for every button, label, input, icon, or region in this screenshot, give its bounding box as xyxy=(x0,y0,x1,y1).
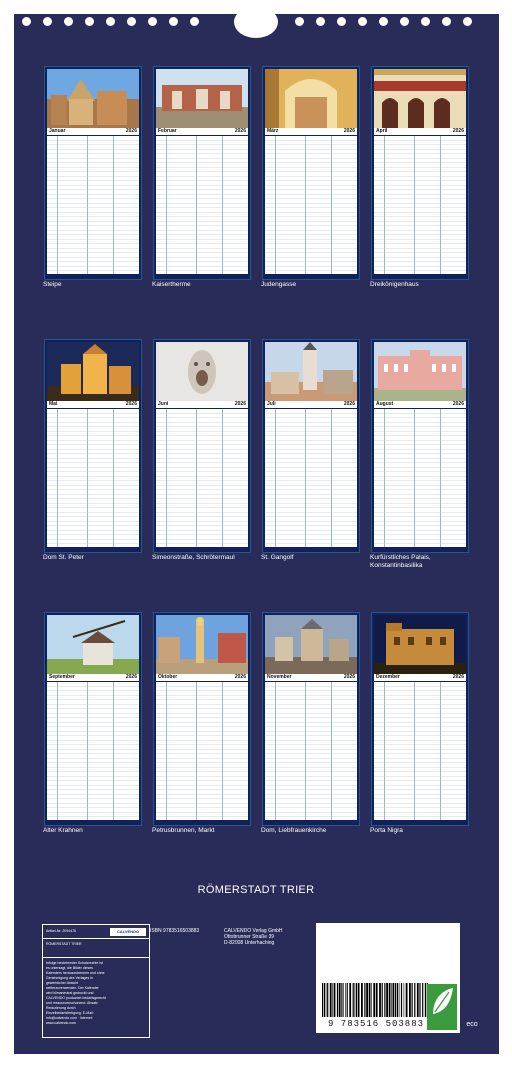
binding-hole xyxy=(22,17,31,26)
month-photo xyxy=(374,69,466,128)
planner-grid xyxy=(156,409,248,547)
planner-grid xyxy=(374,409,466,547)
barcode-bar xyxy=(382,983,383,1017)
binding-hole xyxy=(463,17,472,26)
barcode-bar xyxy=(391,983,392,1017)
barcode-bar xyxy=(361,983,363,1017)
barcode-bar xyxy=(417,983,419,1017)
barcode-bar xyxy=(339,983,341,1017)
photo-caption: Simeonstraße, Schrötermaul xyxy=(152,554,235,561)
month-year: 2026 xyxy=(234,401,246,407)
month-year: 2026 xyxy=(343,401,355,407)
month-photo xyxy=(265,342,357,401)
barcode-bar xyxy=(425,983,426,1017)
month-photo xyxy=(265,615,357,674)
planner-grid xyxy=(374,682,466,820)
publisher-street: Ottobrunner Straße 39 xyxy=(224,934,275,940)
month-header xyxy=(47,401,139,408)
binding-hole xyxy=(85,17,94,26)
month-name: Mai xyxy=(49,401,58,407)
binding-hole xyxy=(43,17,52,26)
binding-hole xyxy=(358,17,367,26)
binding-hole xyxy=(106,17,115,26)
barcode-bar xyxy=(366,983,368,1017)
barcode-number: 9 783516 503883 xyxy=(328,1019,425,1029)
planner-grid xyxy=(47,682,139,820)
month-panel-10 xyxy=(153,612,251,826)
barcode-bar xyxy=(384,983,385,1017)
binding-hole xyxy=(148,17,157,26)
month-photo xyxy=(374,342,466,401)
month-panel-7 xyxy=(262,339,360,553)
month-panel-8 xyxy=(371,339,469,553)
barcode-bar xyxy=(373,983,375,1017)
binding-hole xyxy=(64,17,73,26)
month-header xyxy=(156,401,248,408)
month-panel-11 xyxy=(262,612,360,826)
barcode-bar xyxy=(345,983,346,1017)
barcode-bar xyxy=(404,983,405,1017)
barcode-bar xyxy=(389,983,391,1017)
month-name: März xyxy=(267,128,279,134)
barcode-bar xyxy=(397,983,398,1017)
legal-notes: Infolge bestehender Schutzrechte ist es untersagt, die Bilder dieses Kalenders herauszutrennen und ohne Genehmigung des Verlages in gewerblicher Absicht weiterzuverwenden. Der Kalender wird klimaneutral gedruckt und CALVENDO produziert bedarfsgerecht und ressourcenschonend. Absatz Reduzierung durch Einzelbedarfsfertigung. E-Mail: info@calvendo.com · Internet: www.calvendo.com xyxy=(46,961,106,1025)
binding-hole xyxy=(337,17,346,26)
planner-grid xyxy=(47,409,139,547)
month-year: 2026 xyxy=(125,128,137,134)
month-panel-5 xyxy=(44,339,142,553)
photo-caption: Kaisertherme xyxy=(152,281,191,288)
article-number: Artikel-Nr. 2094476 xyxy=(46,929,76,933)
barcode-bar xyxy=(393,983,395,1017)
month-panel-1 xyxy=(44,66,142,280)
photo-caption: Dom St. Peter xyxy=(43,554,84,561)
barcode-bar xyxy=(412,983,413,1017)
barcode-bar xyxy=(364,983,365,1017)
month-panel-12 xyxy=(371,612,469,826)
binding-hole xyxy=(442,17,451,26)
info-box xyxy=(42,924,150,1038)
planner-grid xyxy=(265,136,357,274)
barcode-bar xyxy=(422,983,423,1017)
month-header xyxy=(265,401,357,408)
planner-grid xyxy=(374,136,466,274)
divider xyxy=(43,938,149,939)
hanger-cutout xyxy=(234,6,278,38)
month-year: 2026 xyxy=(452,674,464,680)
month-photo xyxy=(374,615,466,674)
month-header xyxy=(265,674,357,681)
planner-grid xyxy=(265,682,357,820)
month-name: Dezember xyxy=(376,674,400,680)
eco-badge xyxy=(427,984,478,1030)
month-name: April xyxy=(376,128,388,134)
barcode-bar xyxy=(358,983,360,1017)
month-header xyxy=(156,128,248,135)
barcode-bar xyxy=(395,983,396,1017)
month-name: Februar xyxy=(158,128,177,134)
photo-caption: Dom, Liebfrauenkirche xyxy=(261,827,327,834)
barcode-bar xyxy=(334,983,336,1017)
month-photo xyxy=(265,69,357,128)
barcode-bar xyxy=(369,983,371,1017)
isbn: ISBN 9783516503883 xyxy=(150,928,200,934)
month-name: Juli xyxy=(267,401,276,407)
month-header xyxy=(374,401,466,408)
barcode-bar xyxy=(324,983,325,1017)
photo-caption: Dreikönigenhaus xyxy=(370,281,419,288)
barcode-bar xyxy=(355,983,356,1017)
barcode-bar xyxy=(349,983,351,1017)
binding-hole xyxy=(295,17,304,26)
month-name: Oktober xyxy=(158,674,178,680)
binding-hole xyxy=(127,17,136,26)
month-year: 2026 xyxy=(234,128,246,134)
month-header xyxy=(47,674,139,681)
barcode-bar xyxy=(326,983,327,1017)
month-panel-4 xyxy=(371,66,469,280)
planner-grid xyxy=(156,682,248,820)
barcode-bar xyxy=(343,983,344,1017)
barcode-bar xyxy=(401,983,402,1017)
month-panel-2 xyxy=(153,66,251,280)
eco-label: eco xyxy=(466,1021,478,1028)
publisher-address xyxy=(224,928,283,946)
barcode-bar xyxy=(353,983,354,1017)
photo-caption: Alter Krahnen xyxy=(43,827,83,834)
month-header xyxy=(374,674,466,681)
barcode-bar xyxy=(330,983,332,1017)
month-photo xyxy=(47,69,139,128)
publisher-logo: CALVENDO xyxy=(110,928,146,936)
barcode-bar xyxy=(419,983,420,1017)
month-photo xyxy=(47,615,139,674)
month-header xyxy=(374,128,466,135)
barcode-bar xyxy=(379,983,381,1017)
month-year: 2026 xyxy=(452,128,464,134)
calendar-title: RÖMERSTADT TRIER xyxy=(197,884,315,896)
barcode-bar xyxy=(327,983,328,1017)
month-photo xyxy=(156,342,248,401)
publisher-city: D-82008 Unterhaching xyxy=(224,940,275,946)
month-year: 2026 xyxy=(343,128,355,134)
barcode-bar xyxy=(322,983,323,1017)
barcode-bar xyxy=(341,983,342,1017)
photo-caption: Porta Nigra xyxy=(370,827,403,834)
barcode-bar xyxy=(409,983,411,1017)
leaf-icon xyxy=(427,984,457,1020)
barcode-bar xyxy=(399,983,400,1017)
month-year: 2026 xyxy=(125,674,137,680)
month-name: Juni xyxy=(158,401,169,407)
photo-caption: St. Gangolf xyxy=(261,554,294,561)
month-header xyxy=(265,128,357,135)
binding-hole xyxy=(400,17,409,26)
month-name: August xyxy=(376,401,394,407)
planner-grid xyxy=(265,409,357,547)
divider xyxy=(43,957,149,958)
month-year: 2026 xyxy=(125,401,137,407)
barcode-bar xyxy=(332,983,333,1017)
month-name: September xyxy=(49,674,75,680)
month-header xyxy=(156,674,248,681)
photo-caption: Kurfürstliches Palais, Konstantinbasilika xyxy=(370,554,431,569)
planner-grid xyxy=(47,136,139,274)
month-photo xyxy=(156,615,248,674)
barcode xyxy=(320,983,430,1021)
barcode-bar xyxy=(347,983,348,1017)
month-year: 2026 xyxy=(343,674,355,680)
binding-hole xyxy=(421,17,430,26)
month-name: Januar xyxy=(49,128,66,134)
month-panel-3 xyxy=(262,66,360,280)
publisher-name: CALVENDO Verlag GmbH xyxy=(224,928,283,934)
barcode-bar xyxy=(406,983,408,1017)
planner-grid xyxy=(156,136,248,274)
month-header xyxy=(47,128,139,135)
month-panel-6 xyxy=(153,339,251,553)
binding-holes xyxy=(0,15,512,29)
barcode-bar xyxy=(414,983,415,1017)
photo-caption: Petrusbrunnen, Markt xyxy=(152,827,215,834)
barcode-bar xyxy=(386,983,388,1017)
barcode-bar xyxy=(371,983,372,1017)
month-year: 2026 xyxy=(234,674,246,680)
barcode-bar xyxy=(376,983,378,1017)
info-title: RÖMERSTADT TRIER xyxy=(46,942,82,946)
month-year: 2026 xyxy=(452,401,464,407)
photo-caption: Judengasse xyxy=(261,281,297,288)
month-name: November xyxy=(267,674,292,680)
month-photo xyxy=(156,69,248,128)
binding-hole xyxy=(190,17,199,26)
binding-hole xyxy=(316,17,325,26)
barcode-bar xyxy=(356,983,357,1017)
binding-hole xyxy=(169,17,178,26)
month-panel-9 xyxy=(44,612,142,826)
barcode-bar xyxy=(337,983,338,1017)
photo-caption: Steipe xyxy=(43,281,62,288)
month-photo xyxy=(47,342,139,401)
binding-hole xyxy=(379,17,388,26)
